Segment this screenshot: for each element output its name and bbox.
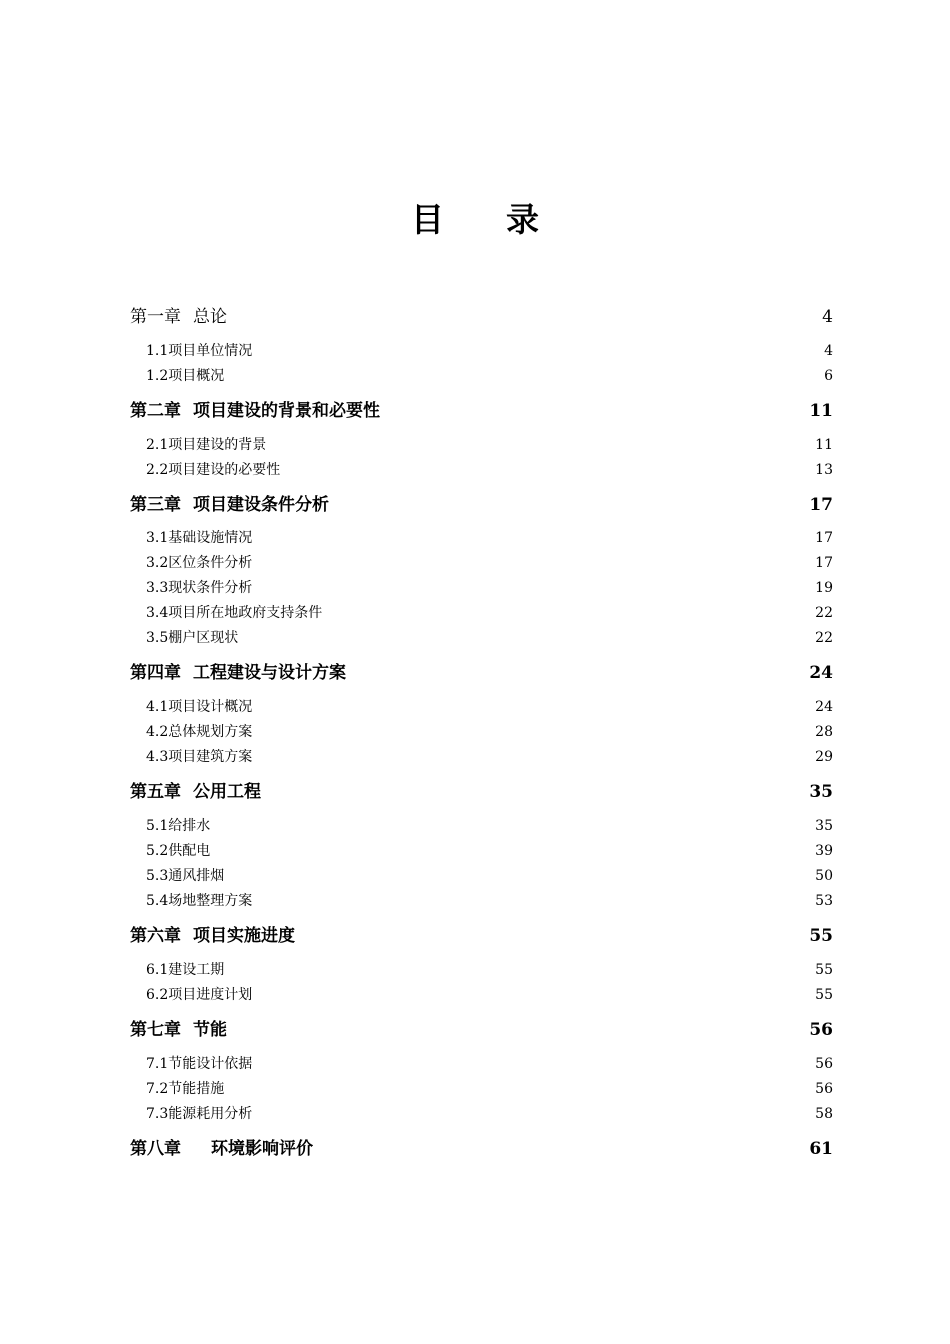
chapter-page-number: 4	[822, 307, 833, 327]
section-label: 5.1给排水	[146, 818, 211, 834]
section-label: 1.1项目单位情况	[146, 343, 253, 359]
section-label: 3.5棚户区现状	[146, 630, 239, 646]
chapter-page-number: 56	[809, 1020, 833, 1040]
section-page-number: 58	[815, 1106, 833, 1122]
toc-section-7-3[interactable]	[146, 1105, 833, 1123]
toc-section-2-1[interactable]	[146, 436, 833, 454]
section-label: 5.3通风排烟	[146, 868, 225, 884]
toc-chapter-8[interactable]	[130, 1138, 833, 1160]
toc-section-1-1[interactable]	[146, 342, 833, 360]
toc-section-3-2[interactable]	[146, 554, 833, 572]
toc-section-4-1[interactable]	[146, 698, 833, 716]
section-label: 7.3能源耗用分析	[146, 1106, 253, 1122]
toc-section-7-2[interactable]	[146, 1080, 833, 1098]
toc-chapter-1[interactable]	[130, 306, 833, 328]
chapter-name: 节能	[193, 1020, 227, 1040]
chapter-name: 公用工程	[193, 782, 261, 802]
section-page-number: 17	[815, 555, 833, 571]
section-label: 3.4项目所在地政府支持条件	[146, 605, 323, 621]
section-page-number: 13	[815, 462, 833, 478]
section-label: 3.3现状条件分析	[146, 580, 253, 596]
chapter-label: 第六章	[130, 926, 181, 946]
chapter-label: 第二章	[130, 401, 181, 421]
section-page-number: 17	[815, 530, 833, 546]
section-page-number: 39	[815, 843, 833, 859]
section-page-number: 29	[815, 749, 833, 765]
section-page-number: 35	[815, 818, 833, 834]
section-label: 4.3项目建筑方案	[146, 749, 253, 765]
chapter-page-number: 17	[809, 495, 833, 515]
section-page-number: 53	[815, 893, 833, 909]
chapter-page-number: 61	[809, 1139, 833, 1159]
section-page-number: 11	[815, 437, 833, 453]
section-label: 6.1建设工期	[146, 962, 225, 978]
section-label: 4.1项目设计概况	[146, 699, 253, 715]
chapter-label: 第四章	[130, 663, 181, 683]
chapter-label: 第八章	[130, 1139, 181, 1159]
section-label: 3.1基础设施情况	[146, 530, 253, 546]
chapter-name: 工程建设与设计方案	[193, 663, 346, 683]
chapter-page-number: 55	[809, 926, 833, 946]
chapter-label: 第七章	[130, 1020, 181, 1040]
toc-section-4-3[interactable]	[146, 748, 833, 766]
section-page-number: 55	[815, 962, 833, 978]
section-label: 6.2项目进度计划	[146, 987, 253, 1003]
page-title: 目录	[411, 200, 601, 239]
chapter-label: 第五章	[130, 782, 181, 802]
chapter-label: 第三章	[130, 495, 181, 515]
chapter-name: 环境影响评价	[211, 1139, 313, 1159]
toc-chapter-7[interactable]	[130, 1019, 833, 1041]
toc-section-6-2[interactable]	[146, 986, 833, 1004]
section-label: 2.2项目建设的必要性	[146, 462, 281, 478]
toc-section-3-4[interactable]	[146, 604, 833, 622]
toc-section-2-2[interactable]	[146, 461, 833, 479]
section-page-number: 56	[815, 1056, 833, 1072]
toc-section-5-1[interactable]	[146, 817, 833, 835]
toc-section-1-2[interactable]	[146, 367, 833, 385]
toc-section-5-4[interactable]	[146, 892, 833, 910]
toc-section-6-1[interactable]	[146, 961, 833, 979]
section-page-number: 55	[815, 987, 833, 1003]
chapter-name: 项目建设条件分析	[193, 495, 329, 515]
chapter-label: 第一章	[130, 307, 181, 327]
toc-section-5-3[interactable]	[146, 867, 833, 885]
section-label: 4.2总体规划方案	[146, 724, 253, 740]
chapter-page-number: 11	[809, 401, 833, 421]
section-label: 5.4场地整理方案	[146, 893, 253, 909]
section-page-number: 6	[824, 368, 833, 384]
chapter-page-number: 35	[809, 782, 833, 802]
section-page-number: 19	[815, 580, 833, 596]
toc-section-3-1[interactable]	[146, 529, 833, 547]
toc-chapter-4[interactable]	[130, 662, 833, 684]
toc-chapter-3[interactable]	[130, 494, 833, 516]
chapter-name: 项目建设的背景和必要性	[193, 401, 380, 421]
chapter-name: 总论	[193, 307, 227, 327]
section-page-number: 28	[815, 724, 833, 740]
section-label: 5.2供配电	[146, 843, 211, 859]
toc-section-5-2[interactable]	[146, 842, 833, 860]
section-label: 7.2节能措施	[146, 1081, 225, 1097]
section-page-number: 50	[815, 868, 833, 884]
section-label: 2.1项目建设的背景	[146, 437, 267, 453]
chapter-page-number: 24	[809, 663, 833, 683]
section-page-number: 22	[815, 605, 833, 621]
section-label: 7.1节能设计依据	[146, 1056, 253, 1072]
section-page-number: 4	[824, 343, 833, 359]
section-page-number: 24	[815, 699, 833, 715]
chapter-name: 项目实施进度	[193, 926, 295, 946]
toc-section-7-1[interactable]	[146, 1055, 833, 1073]
section-page-number: 56	[815, 1081, 833, 1097]
toc-section-3-5[interactable]	[146, 629, 833, 647]
section-label: 3.2区位条件分析	[146, 555, 253, 571]
toc-chapter-6[interactable]	[130, 925, 833, 947]
toc-section-3-3[interactable]	[146, 579, 833, 597]
section-page-number: 22	[815, 630, 833, 646]
section-label: 1.2项目概况	[146, 368, 225, 384]
toc-chapter-2[interactable]	[130, 400, 833, 422]
toc-section-4-2[interactable]	[146, 723, 833, 741]
toc-chapter-5[interactable]	[130, 781, 833, 803]
